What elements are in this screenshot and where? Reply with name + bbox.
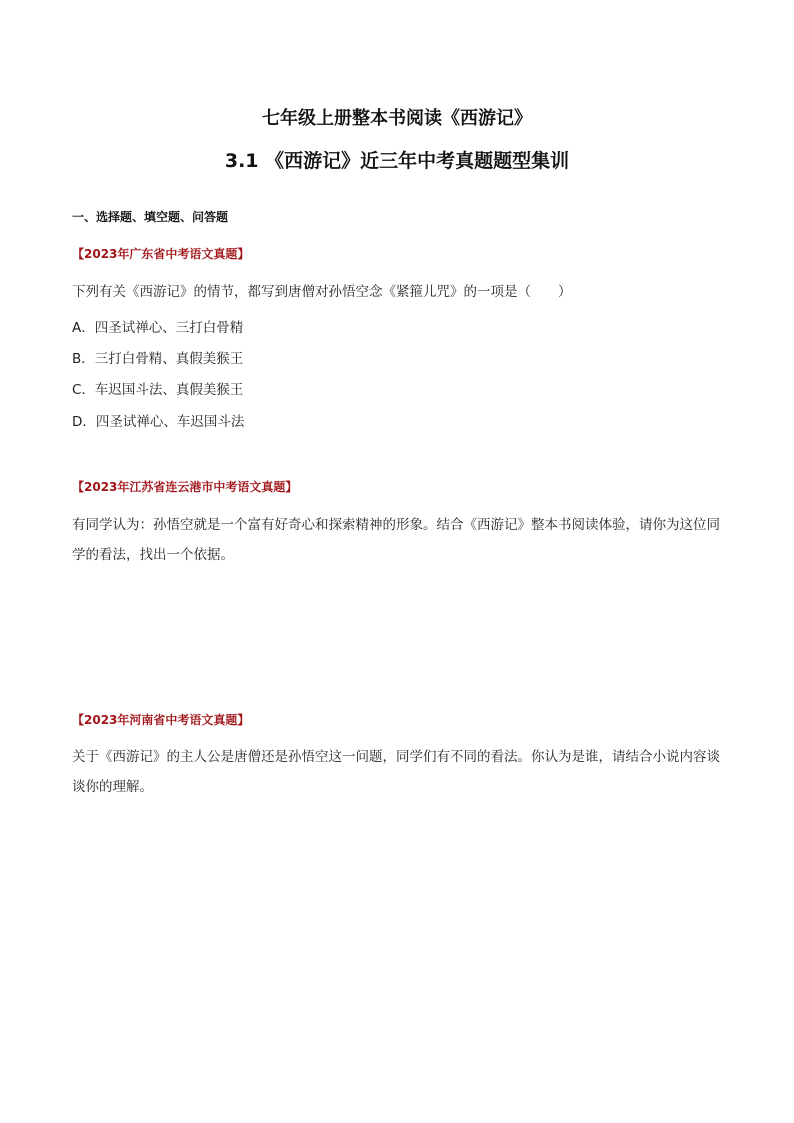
question-1-option-d: D．四圣试禅心、车迟国斗法 — [72, 414, 245, 430]
question-2-source: 【2023年江苏省连云港市中考语文真题】 — [72, 480, 298, 494]
question-1-stem: 下列有关《西游记》的情节，都写到唐僧对孙悟空念《紧箍儿咒》的一项是（ ） — [72, 284, 572, 300]
question-2-stem: 有同学认为：孙悟空就是一个富有好奇心和探索精神的形象。结合《西游记》整本书阅读体验，请你为这位同学的看法，找出一个依据。 — [72, 517, 720, 563]
section-heading: 一、选择题、填空题、问答题 — [72, 210, 229, 224]
document-subtitle: 3.1 《西游记》近三年中考真题题型集训 — [224, 150, 570, 172]
question-1-source: 【2023年广东省中考语文真题】 — [72, 247, 250, 261]
question-3-stem: 关于《西游记》的主人公是唐僧还是孙悟空这一问题，同学们有不同的看法。你认为是谁，请结合小说内容谈谈你的理解。 — [72, 749, 720, 795]
question-1-option-c: C．车迟国斗法、真假美猴王 — [72, 382, 244, 398]
question-1-option-a: A．四圣试禅心、三打白骨精 — [72, 320, 244, 336]
question-3-source: 【2023年河南省中考语文真题】 — [72, 713, 250, 727]
document-title: 七年级上册整本书阅读《西游记》 — [262, 108, 532, 129]
question-1-option-b: B．三打白骨精、真假美猴王 — [72, 351, 244, 367]
